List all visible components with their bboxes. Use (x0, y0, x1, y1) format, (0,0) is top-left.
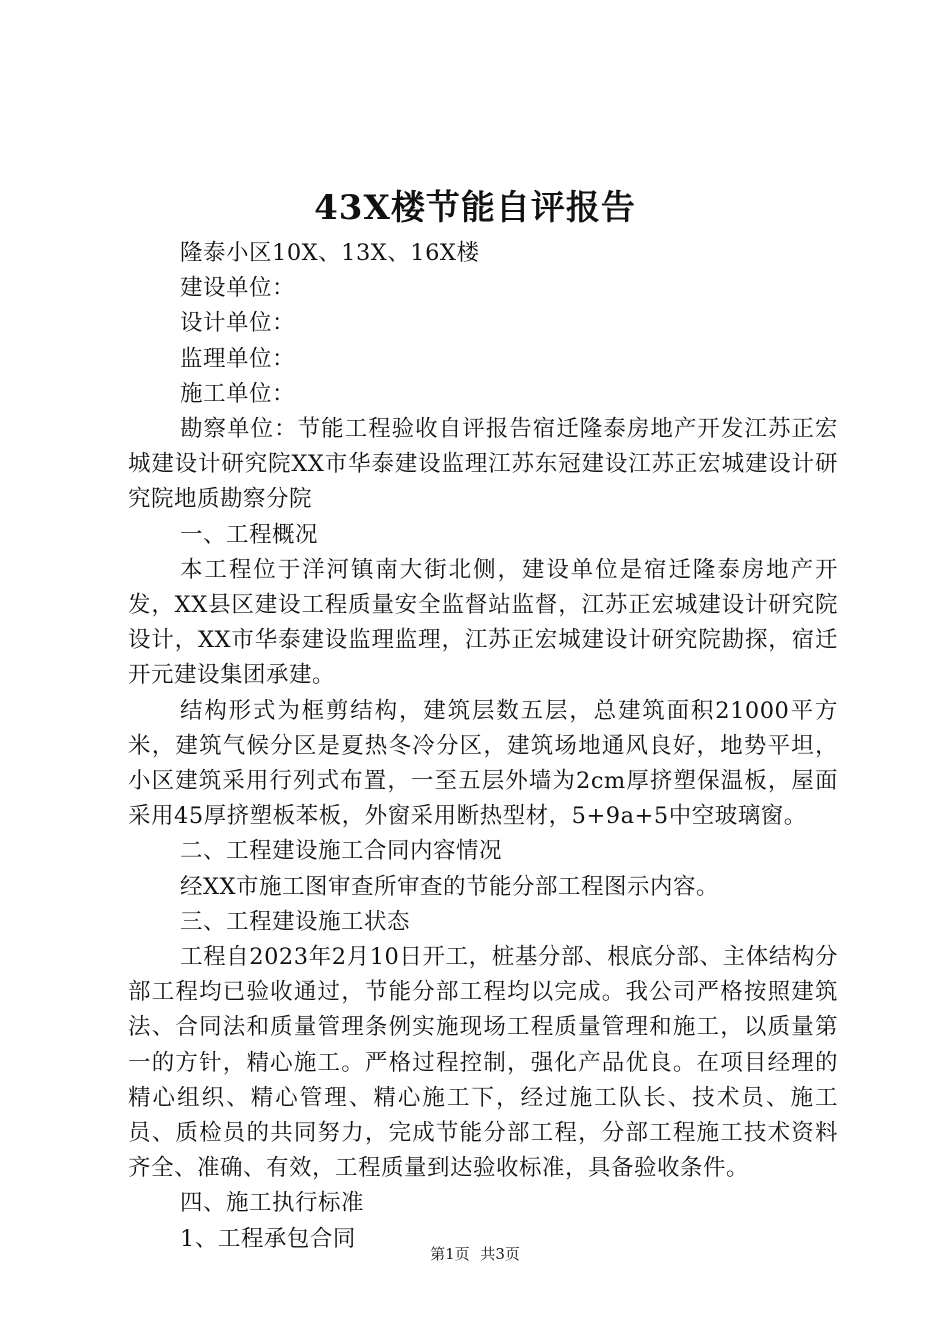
section-heading-contract: 二、工程建设施工合同内容情况 (180, 838, 503, 865)
paragraph-design-unit: 设计单位： (180, 310, 296, 337)
paragraph-survey-unit: 勘察单位：节能工程验收自评报告宿迁隆泰房地产开发江苏正宏城建设计研究院XX市华泰建设监理江苏东冠建设江苏正宏城建设计研究院地质勘察分院 (128, 416, 838, 513)
paragraph-contractor-unit: 施工单位： (180, 380, 296, 407)
paragraph-structure: 结构形式为框剪结构，建筑层数五层，总建筑面积21000平方米，建筑气候分区是夏热冬冷分区，建筑场地通风良好，地势平坦，小区建筑采用行列式布置，一至五层外墙为2cm厚挤塑保温板，屋面采用45厚挤塑板苯板，外窗采用断热型材，5+9a+5中空玻璃窗。 (128, 697, 838, 830)
document-body (128, 236, 838, 1257)
document-title: 43X楼节能自评报告 (314, 188, 636, 228)
paragraph-project-name: 隆泰小区10X、13X、16X楼 (180, 240, 480, 266)
paragraph-status: 工程自2023年2月10日开工，桩基分部、根底分部、主体结构分部工程均已验收通过，节能分部工程均以完成。我公司严格按照建筑法、合同法和质量管理条例实施现场工程质量管理和施工，以质量第一的方针，精心施工。严格过程控制，强化产品优良。在项目经理的精心组织、精心管理、精心施工下，经过施工队长、技术员、施工员、质检员的共同努力，完成节能分部工程，分部工程施工技术资料齐全、准确、有效，工程质量到达验收标准，具备验收条件。 (128, 944, 838, 1182)
page-footer (0, 1242, 950, 1266)
section-heading-standards: 四、施工执行标准 (180, 1190, 365, 1217)
paragraph-standard-item-1: 1、工程承包合同 (180, 1225, 356, 1252)
paragraph-contract: 经XX市施工图审查所审查的节能分部工程图示内容。 (180, 873, 720, 900)
paragraph-construction-unit: 建设单位： (180, 275, 296, 302)
page-number: 第1页 (430, 1245, 470, 1263)
section-heading-overview: 一、工程概况 (180, 521, 319, 548)
page-total: 共3页 (480, 1245, 520, 1263)
paragraph-supervision-unit: 监理单位： (180, 345, 296, 372)
paragraph-overview: 本工程位于洋河镇南大街北侧，建设单位是宿迁隆泰房地产开发，XX县区建设工程质量安全监督站监督，江苏正宏城建设计研究院设计，XX市华泰建设监理监理，江苏正宏城建设计研究院勘探，宿迁开元建设集团承建。 (128, 556, 838, 689)
section-heading-status: 三、工程建设施工状态 (180, 908, 411, 935)
